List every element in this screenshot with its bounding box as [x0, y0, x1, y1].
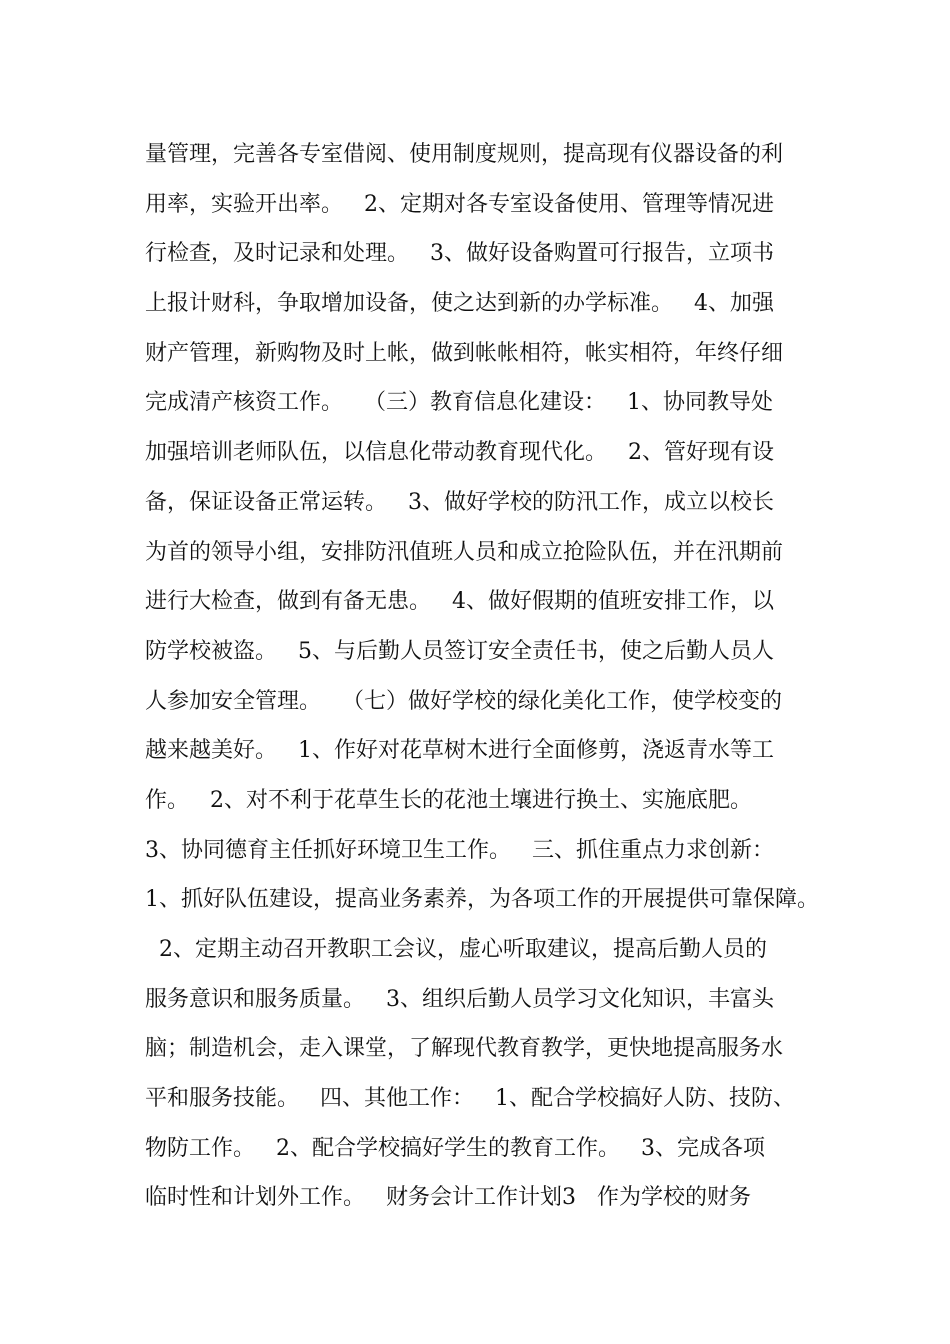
text-line-10: 进行大检查，做到有备无患。 4、做好假期的值班安排工作，以 [145, 589, 774, 615]
text-line-2: 用率，实验开出率。 2、定期对各专室设备使用、管理等情况进 [145, 191, 774, 217]
text-line-5: 财产管理，新购物及时上帐，做到帐帐相符，帐实相符，年终仔细 [145, 340, 784, 366]
text-line-6: 完成清产核资工作。 （三）教育信息化建设： 1、协同教导处 [145, 390, 773, 416]
text-line-22: 临时性和计划外工作。 财务会计工作计划3 作为学校的财务 [145, 1185, 751, 1211]
text-line-16: 1、抓好队伍建设，提高业务素养，为各项工作的开展提供可靠保障。 [145, 887, 819, 913]
text-line-1: 量管理，完善各专室借阅、使用制度规则，提高现有仪器设备的利 [145, 142, 784, 167]
text-line-18: 服务意识和服务质量。 3、组织后勤人员学习文化知识，丰富头 [145, 986, 774, 1012]
body-text [145, 130, 825, 1223]
text-line-4: 上报计财科，争取增加设备，使之达到新的办学标准。 4、加强 [145, 291, 774, 317]
text-line-15: 3、协同德育主任抓好环境卫生工作。 三、抓住重点力求创新： [145, 837, 774, 863]
text-line-14: 作。 2、对不利于花草生长的花池土壤进行换土、实施底肥。 [145, 787, 752, 813]
text-line-21: 物防工作。 2、配合学校搞好学生的教育工作。 3、完成各项 [145, 1135, 765, 1161]
text-line-11: 防学校被盗。 5、与后勤人员签订安全责任书，使之后勤人员人 [145, 638, 774, 664]
text-line-7: 加强培训老师队伍，以信息化带动教育现代化。 2、管好现有设 [145, 440, 774, 466]
text-line-3: 行检查，及时记录和处理。 3、做好设备购置可行报告，立项书 [145, 241, 774, 267]
text-line-8: 备，保证设备正常运转。 3、做好学校的防汛工作，成立以校长 [145, 489, 774, 515]
text-line-12: 人参加安全管理。 （七）做好学校的绿化美化工作，使学校变的 [145, 688, 782, 714]
text-line-19: 脑；制造机会，走入课堂，了解现代教育教学，更快地提高服务水 [145, 1036, 784, 1062]
text-line-9: 为首的领导小组，安排防汛值班人员和成立抢险队伍，并在汛期前 [145, 539, 784, 565]
text-line-17: 2、定期主动召开教职工会议，虚心听取建议，提高后勤人员的 [145, 937, 767, 962]
text-line-13: 越来越美好。 1、作好对花草树木进行全面修剪，浇返青水等工 [145, 738, 774, 764]
text-line-20: 平和服务技能。 四、其他工作： 1、配合学校搞好人防、技防、 [145, 1086, 795, 1112]
